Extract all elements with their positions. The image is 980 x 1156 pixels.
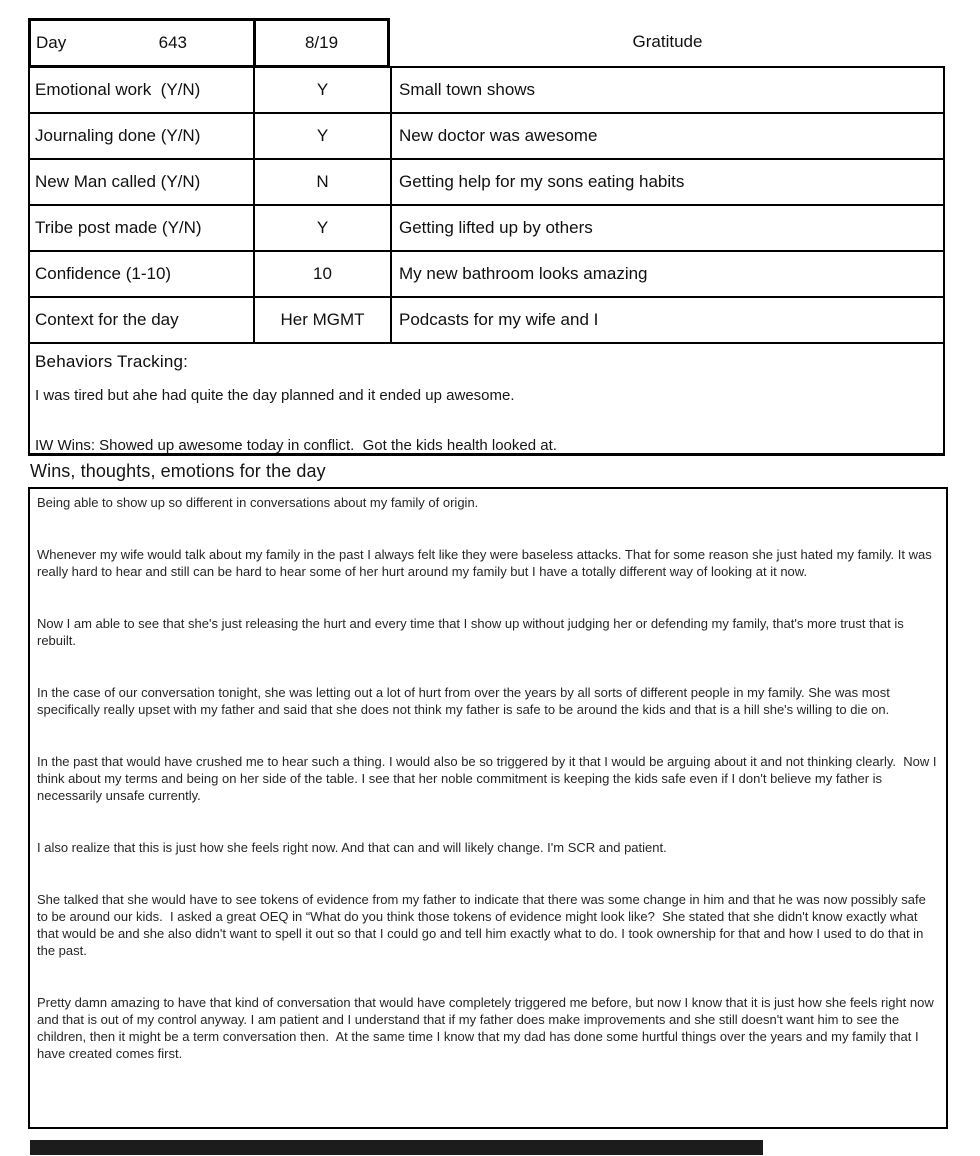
date-cell[interactable] [253,18,390,68]
journal-paragraph: Now I am able to see that she's just releasing the hurt and every time that I show up without judging her or defending my family, that's more trust that is rebuilt. [37,616,908,648]
journal-paragraph: I also realize that this is just how she feels right now. And that can and will likely change. I'm SCR and patient. [37,840,667,855]
tracking-table [28,18,945,344]
tracker-value-cell[interactable]: N [253,160,390,206]
tracker-label: Journaling done (Y/N) [35,126,201,145]
behaviors-note: I was tired but ahe had quite the day planned and it ended up awesome. [35,387,515,404]
journal-sheet [28,18,945,1129]
day-number[interactable]: 643 [158,33,187,52]
behaviors-tracking-box[interactable] [28,344,945,456]
iw-wins-note: IW Wins: Showed up awesome today in conflict. Got the kids health looked at. [35,437,557,454]
journal-paragraph: In the case of our conversation tonight, she was letting out a lot of hurt from over the years by all sorts of different people in my family. She was most specifically really upset with my father and said that she does not think my father is safe to be around the kids and that is a hill she's willing to die on. [37,685,894,717]
wins-section-heading: Wins, thoughts, emotions for the day [30,461,326,481]
tracker-label: Tribe post made (Y/N) [35,218,202,237]
day-header-cell [28,18,253,68]
redaction-bar [30,1140,763,1155]
tracker-value-cell[interactable]: Her MGMT [253,298,390,344]
gratitude-cell[interactable]: New doctor was awesome [390,114,945,160]
journal-paragraph: She talked that she would have to see tokens of evidence from my father to indicate that there was some change in him and that he was now possibly safe to be around our kids. I asked a great OEQ in “What do you think those tokens of evidence might look like? She stated that she didn't know exactly what that would be and she also didn't want to spell it out so that I could go and tell him exactly what to do. I took ownership for that and how I used to do that in the past. [37,892,930,958]
journal-paragraph: In the past that would have crushed me to hear such a thing. I would also be so triggered by it that I would be arguing about it and not thinking clearly. Now I think about my terms and being on her side of the table. I see that her noble commitment is keeping the kids safe even if I don't believe my father is necessarily unsafe currently. [37,754,941,803]
journal-paragraph: Pretty damn amazing to have that kind of conversation that would have completely triggered me before, but now I know that it is just how she feels right now and that is out of my control anyway. I am patient and I understand that if my father does make improvements and she still doesn't want him to see the children, then it might be a term conversation then. At the same time I know that my dad has done some hurtful things over the years and my family that I have created comes first. [37,995,938,1061]
gratitude-cell[interactable]: Small town shows [390,68,945,114]
journal-paragraph: Whenever my wife would talk about my family in the past I always felt like they were baseless attacks. That for some reason she just hated my family. It was really hard to hear and still can be hard to hear some of her hurt around my family but I have a totally different way of looking at it now. [37,547,936,579]
journal-paragraph: Being able to show up so different in conversations about my family of origin. [37,495,479,510]
tracker-value-cell[interactable]: Y [253,114,390,160]
gratitude-cell[interactable]: Podcasts for my wife and I [390,298,945,344]
gratitude-cell[interactable]: Getting lifted up by others [390,206,945,252]
tracker-label-cell [28,298,253,344]
tracker-label-cell [28,252,253,298]
tracker-value-cell[interactable]: Y [253,206,390,252]
tracker-label-cell [28,68,253,114]
tracker-label: New Man called (Y/N) [35,172,201,191]
gratitude-header-label: Gratitude [632,32,703,51]
gratitude-cell[interactable]: My new bathroom looks amazing [390,252,945,298]
gratitude-cell[interactable]: Getting help for my sons eating habits [390,160,945,206]
tracker-label: Context for the day [35,310,179,329]
tracker-label-cell [28,206,253,252]
tracker-value-cell[interactable]: Y [253,68,390,114]
tracker-label: Confidence (1-10) [35,264,172,283]
date-value: 8/19 [304,33,339,52]
behaviors-heading: Behaviors Tracking: [35,352,189,371]
tracker-label: Emotional work (Y/N) [35,80,201,99]
wins-text-area[interactable] [28,487,948,1129]
tracker-value-cell[interactable]: 10 [253,252,390,298]
tracker-label-cell [28,114,253,160]
day-label: Day [36,33,67,52]
tracker-label-cell [28,160,253,206]
gratitude-header-cell [390,18,945,68]
